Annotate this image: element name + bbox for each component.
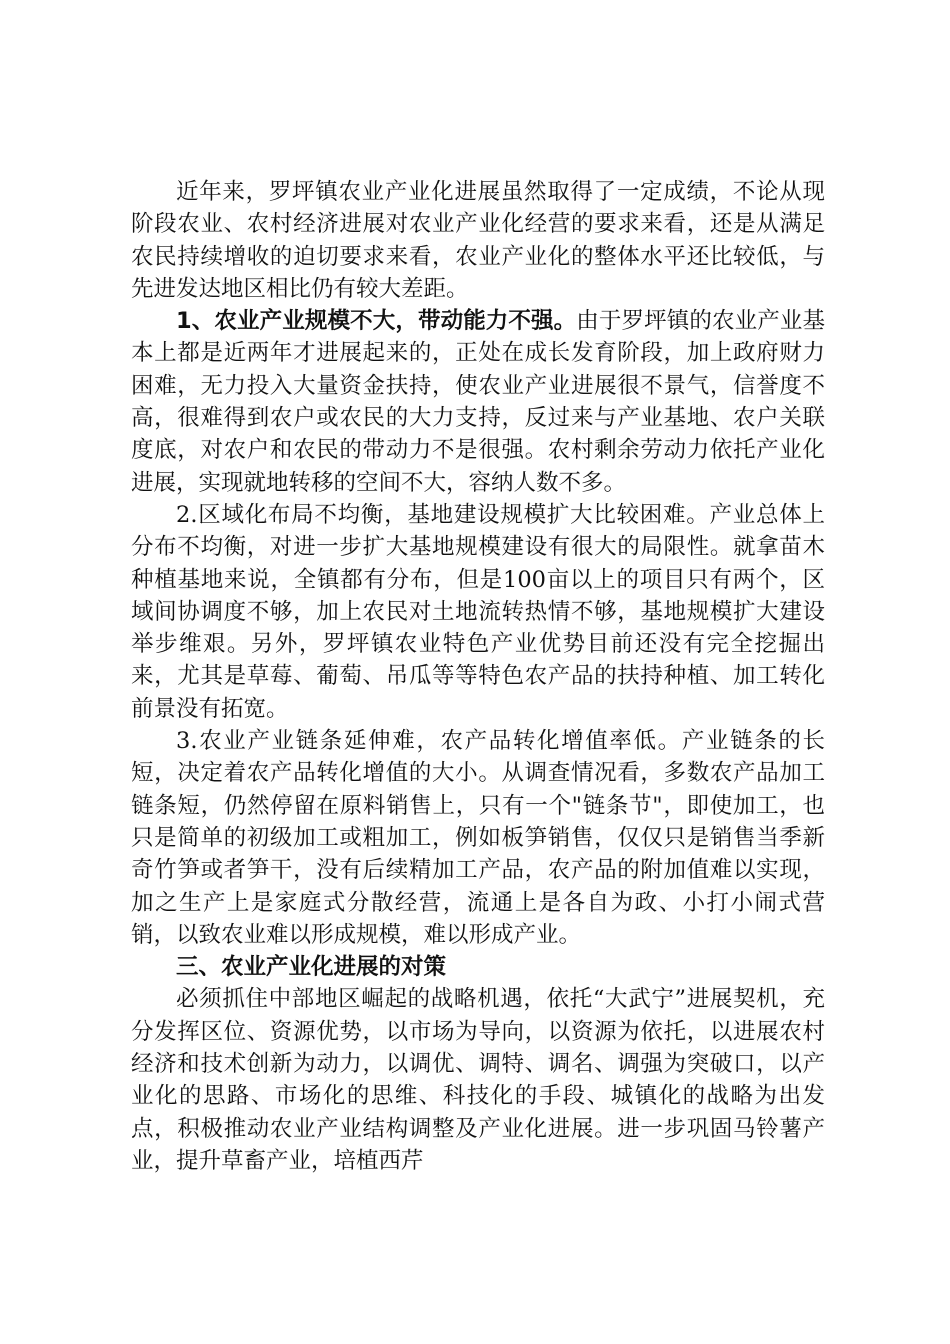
point-2-paragraph: 2.区域化布局不均衡，基地建设规模扩大比较困难。产业总体上分布不均衡，对进一步扩大基地规模建设有很大的局限性。就拿苗木种植基地来说，全镇都有分布，但是100亩以上的项目只有两个，区域间协调度不够，加上农民对土地流转热情不够，基地规模扩大建设举步维艰。另外，罗坪镇农业特色产业优势目前还没有完全挖掘出来，尤其是草莓、葡萄、吊瓜等等特色农产品的扶持种植、加工转化前景没有拓宽。 bbox=[131, 501, 825, 722]
intro-paragraph: 近年来，罗坪镇农业产业化进展虽然取得了一定成绩，不论从现阶段农业、农村经济进展对农业产业化经营的要求来看，还是从满足农民持续增收的迫切要求来看，农业产业化的整体水平还比较低，与先进发达地区相比仍有较大差距。 bbox=[131, 179, 825, 302]
document-page bbox=[131, 176, 825, 1177]
point-1-paragraph bbox=[131, 305, 825, 499]
point-1-body: 由于罗坪镇的农业产业基本上都是近两年才进展起来的，正处在成长发育阶段，加上政府财力困难，无力投入大量资金扶持，使农业产业进展很不景气，信誉度不高，很难得到农户或农民的大力支持，反过来与产业基地、农户关联度底，对农户和农民的带动力不是很强。农村剩余劳动力依托产业化进展，实现就地转移的空间不大，容纳人数不多。 bbox=[131, 308, 825, 496]
section-3-paragraph: 必须抓住中部地区崛起的战略机遇，依托“大武宁”进展契机，充分发挥区位、资源优势，以市场为导向，以资源为依托，以进展农村经济和技术创新为动力，以调优、调特、调名、调强为突破口，以产业化的思路、市场化的思维、科技化的手段、城镇化的战略为出发点，积极推动农业产业结构调整及产业化进展。进一步巩固马铃薯产业，提升草畜产业，培植西芹 bbox=[131, 986, 825, 1174]
point-1-heading: 1、农业产业规模不大，带动能力不强。 bbox=[176, 308, 577, 335]
point-3-paragraph: 3.农业产业链条延伸难，农产品转化增值率低。产业链条的长短，决定着农产品转化增值的大小。从调查情况看，多数农产品加工链条短，仍然停留在原料销售上，只有一个"链条节"，即使加工，也只是简单的初级加工或粗加工，例如板笋销售，仅仅只是销售当季新奇竹笋或者笋干，没有后续精加工产品，农产品的附加值难以实现，加之生产上是家庭式分散经营，流通上是各自为政、小打小闹式营销，以致农业难以形成规模，难以形成产业。 bbox=[131, 728, 825, 948]
section-3-heading: 三、农业产业化进展的对策 bbox=[176, 954, 447, 981]
